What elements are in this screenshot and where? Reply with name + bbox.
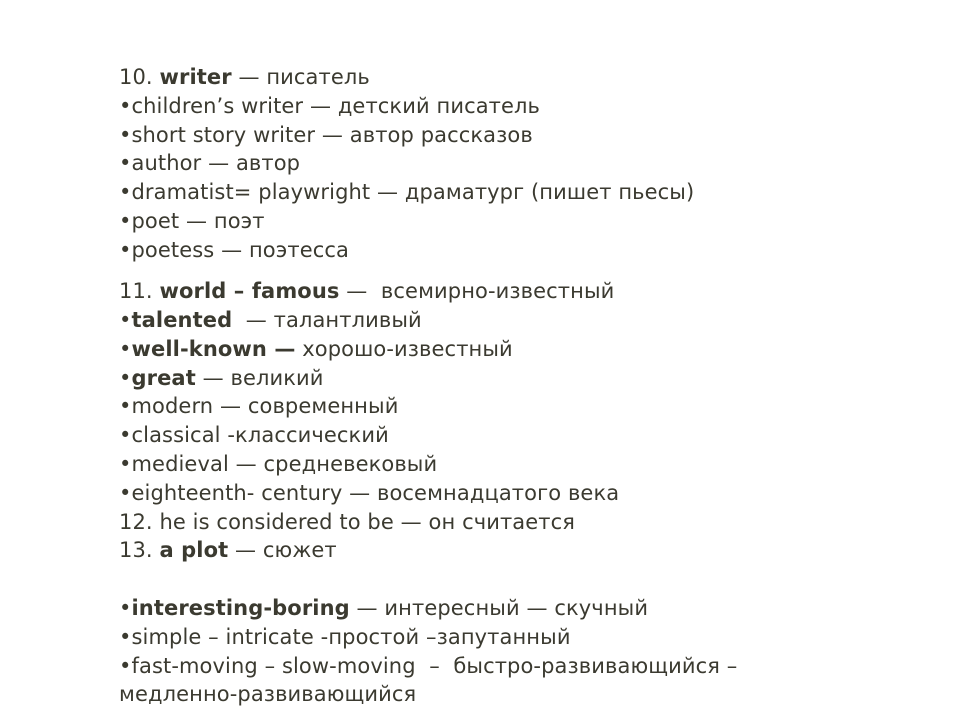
item-prefix: 11. (119, 279, 160, 304)
list-item (119, 236, 919, 265)
item-prefix: •poetess — поэтесса (119, 237, 349, 262)
item-prefix: • (119, 365, 132, 390)
list-item (119, 335, 919, 364)
list-item (119, 594, 919, 623)
list-item (119, 306, 919, 335)
item-prefix: 12. he is considered to be — он считается (119, 509, 575, 534)
item-prefix: •medieval — средневековый (119, 451, 438, 476)
item-prefix: •fast-moving – slow-moving – быстро-развивающийся – (119, 653, 738, 678)
item-translation: хорошо-известный (295, 336, 513, 361)
item-keyword: interesting-boring (131, 595, 350, 620)
list-item (119, 392, 919, 421)
item-prefix: медленно-развивающийся (119, 682, 417, 707)
list-item (119, 178, 919, 207)
item-keyword: a plot (159, 538, 229, 563)
item-keyword: world – famous (159, 279, 340, 304)
list-item (119, 536, 919, 565)
item-prefix: •dramatist= playwright — драматург (пишет пьесы) (119, 180, 695, 205)
item-translation: — великий (195, 365, 324, 390)
item-prefix: •modern — современный (119, 394, 399, 419)
paragraph-gap (119, 265, 919, 278)
vocabulary-list (119, 63, 919, 709)
item-prefix: •children’s writer — детский писатель (119, 93, 541, 118)
item-keyword: great (131, 365, 196, 390)
item-prefix: • (119, 595, 132, 620)
item-keyword: well-known — (131, 336, 296, 361)
item-prefix: • (119, 307, 132, 332)
item-prefix: •poet — поэт (119, 208, 265, 233)
item-prefix: •author — автор (119, 151, 301, 176)
list-item (119, 450, 919, 479)
list-item (119, 207, 919, 236)
item-translation: — писатель (231, 65, 370, 89)
item-translation: — интересный — скучный (349, 595, 649, 620)
list-item (119, 364, 919, 393)
item-prefix: •eighteenth- century — восемнадцатого века (119, 480, 620, 505)
item-prefix: 13. (119, 538, 160, 563)
item-prefix: •simple – intricate -простой –запутанный (119, 624, 571, 649)
item-prefix: • (119, 336, 132, 361)
list-item (119, 508, 919, 537)
list-item (119, 479, 919, 508)
list-item (119, 623, 919, 652)
item-translation: — всемирно-известный (339, 279, 615, 304)
list-item (119, 277, 919, 306)
item-prefix: •short story writer — автор рассказов (119, 122, 533, 147)
item-prefix: 10. (119, 65, 160, 89)
list-item (119, 92, 919, 121)
list-item (119, 121, 919, 150)
item-keyword: talented (131, 307, 233, 332)
list-item (119, 63, 919, 92)
item-keyword: writer (159, 65, 232, 89)
item-prefix: •classical -классический (119, 423, 389, 448)
paragraph-gap (119, 565, 919, 594)
list-item (119, 652, 919, 681)
list-item (119, 680, 919, 709)
item-translation: — сюжет (228, 538, 337, 563)
item-translation: — талантливый (232, 307, 422, 332)
list-item (119, 421, 919, 450)
list-item (119, 149, 919, 178)
